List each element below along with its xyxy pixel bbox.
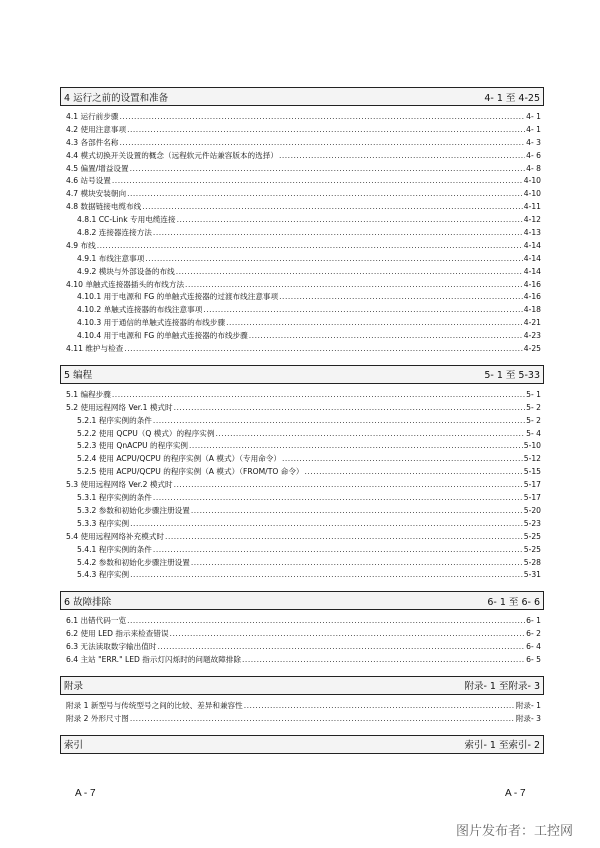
toc-entry-page: 4- 1	[526, 124, 541, 134]
dot-leader	[176, 266, 523, 279]
toc-entry[interactable]	[60, 188, 544, 201]
dot-leader	[119, 137, 525, 150]
toc-entry-page: 5-25	[523, 531, 541, 541]
dot-leader	[177, 214, 523, 227]
toc-entry[interactable]	[60, 531, 544, 544]
toc-entry-page: 4-11	[523, 202, 541, 212]
toc-entry-title: 4.9.1 布线注意事项	[77, 253, 145, 263]
toc-entry[interactable]	[60, 137, 544, 150]
dot-leader	[191, 505, 523, 518]
page-number-left: A - 7	[75, 788, 96, 799]
toc-entry-page: 6- 1	[526, 616, 541, 626]
toc-entry-page: 4-23	[523, 331, 541, 341]
section-title: 6 故障排除	[64, 596, 112, 608]
dot-leader	[130, 163, 526, 176]
toc-entry-title: 附录 2 外形尺寸图	[66, 713, 129, 723]
toc-entry[interactable]	[60, 700, 544, 713]
section-header[interactable]	[60, 365, 544, 384]
toc-entry-title: 4.1 运行前步骤	[66, 112, 119, 121]
section-title: 4 运行之前的设置和准备	[64, 92, 169, 104]
section-header[interactable]	[60, 591, 544, 610]
toc-entry-page: 5- 2	[526, 402, 541, 412]
dot-leader	[130, 569, 523, 582]
dot-leader	[282, 453, 523, 466]
toc-entry[interactable]	[60, 713, 544, 726]
toc-entry-title: 6.3 无法读取数字输出值时	[66, 642, 157, 652]
toc-entry[interactable]	[60, 124, 544, 137]
dot-leader	[97, 240, 523, 253]
toc-entry-title: 6.1 出错代码一览	[66, 616, 127, 626]
toc-entry[interactable]	[60, 466, 544, 479]
toc-entry-title: 4.10.2 单触式连接器的布线注意事项	[77, 305, 203, 315]
toc-entry-title: 6.2 使用 LED 指示来检查错误	[66, 629, 169, 639]
toc-entry-page: 5-31	[523, 570, 541, 580]
toc-entry[interactable]	[60, 150, 544, 163]
toc-entry-title: 4.9.2 模块与外部设备的布线	[77, 266, 175, 276]
toc-entry-title: 4.10 单触式连接器插头的布线方法	[66, 279, 185, 289]
toc-entry-title: 4.8.1 CC-Link 专用电缆连接	[77, 215, 176, 225]
toc-entry[interactable]	[60, 518, 544, 531]
toc-section	[60, 676, 544, 726]
dot-leader	[127, 124, 525, 137]
toc-entry-title: 4.8.2 连接器连接方法	[77, 228, 152, 238]
page-number-right: A - 7	[505, 788, 526, 799]
toc-entry[interactable]	[60, 330, 544, 343]
toc-entry[interactable]	[60, 253, 544, 266]
dot-leader	[170, 628, 526, 641]
toc-entry[interactable]	[60, 266, 544, 279]
toc-entry-title: 4.10.3 用于通信的单触式连接器的布线步骤	[77, 318, 226, 328]
toc-entry-page: 4-12	[523, 215, 541, 225]
toc-entry-title: 4.8 数据链接电缆布线	[66, 202, 142, 212]
toc-entry-list	[60, 106, 544, 356]
toc-entry[interactable]	[60, 201, 544, 214]
toc-entry[interactable]	[60, 654, 544, 667]
dot-leader	[127, 188, 523, 201]
dot-leader	[226, 317, 523, 330]
toc-entry-page: 4-16	[523, 292, 541, 302]
dot-leader	[185, 279, 523, 292]
toc-entry-title: 5.2.4 使用 ACPU/QCPU 的程序实例（A 模式）（专用命令）	[77, 454, 281, 464]
section-page-range: 4- 1 至 4-25	[484, 92, 540, 104]
dot-leader	[216, 428, 526, 441]
toc-entry-page: 4-21	[523, 318, 541, 328]
toc-entry-page: 5- 2	[526, 415, 541, 425]
toc-entry[interactable]	[60, 402, 544, 415]
toc-entry-title: 5.4.1 程序实例的条件	[77, 544, 152, 554]
toc-entry-list	[60, 384, 544, 582]
toc-entry[interactable]	[60, 615, 544, 628]
section-title: 索引	[64, 740, 84, 752]
toc-entry-page: 6- 5	[526, 654, 541, 664]
toc-entry-title: 5.4 使用远程网络补充模式时	[66, 531, 165, 541]
dot-leader	[249, 330, 523, 343]
toc-entry-list	[60, 610, 544, 667]
toc-entry-title: 4.9 布线	[66, 240, 96, 250]
toc-entry-page: 4-10	[523, 176, 541, 186]
dot-leader	[112, 389, 525, 402]
toc-entry[interactable]	[60, 343, 544, 356]
section-title: 5 编程	[64, 370, 93, 382]
toc-entry[interactable]	[60, 453, 544, 466]
toc-section	[60, 87, 544, 356]
toc-entry-title: 4.4 模式切换开关设置的概念（远程软元件站兼容版本的选择）	[66, 150, 278, 160]
toc-entry-page: 4- 1	[526, 112, 541, 121]
toc-entry-page: 5-15	[523, 467, 541, 477]
dot-leader	[174, 402, 526, 415]
dot-leader	[130, 518, 523, 531]
dot-leader	[242, 654, 525, 667]
dot-leader	[279, 150, 525, 163]
dot-leader	[112, 175, 523, 188]
toc-entry-page: 5-12	[523, 454, 541, 464]
toc-entry-page: 附录- 1	[515, 700, 541, 710]
toc-entry[interactable]	[60, 389, 544, 402]
toc-entry-title: 5.2.3 使用 QnACPU 的程序实例	[77, 441, 189, 451]
table-of-contents	[60, 87, 544, 763]
toc-entry-page: 4-16	[523, 279, 541, 289]
toc-entry-title: 5.2 使用远程网络 Ver.1 模式时	[66, 402, 173, 412]
toc-entry-title: 6.4 主站 "ERR." LED 指示灯闪烁时的问题故障排除	[66, 654, 241, 664]
toc-entry-page: 6- 4	[526, 642, 541, 652]
dot-leader	[153, 544, 523, 557]
section-header[interactable]	[60, 676, 544, 695]
dot-leader	[189, 440, 523, 453]
toc-entry-title: 4.7 模块安装朝向	[66, 189, 127, 199]
toc-entry[interactable]	[60, 641, 544, 654]
toc-entry-title: 4.10.4 用于电源和 FG 的单触式连接器的布线步骤	[77, 331, 248, 341]
dot-leader	[305, 466, 523, 479]
dot-leader	[130, 713, 515, 726]
dot-leader	[191, 557, 523, 570]
toc-entry[interactable]	[60, 111, 544, 124]
toc-entry-list	[60, 695, 544, 726]
dot-leader	[203, 304, 522, 317]
toc-entry[interactable]	[60, 544, 544, 557]
section-title: 附录	[64, 681, 84, 693]
toc-section	[60, 735, 544, 754]
dot-leader	[157, 641, 525, 654]
toc-entry-title: 4.11 维护与检查	[66, 344, 124, 354]
toc-entry[interactable]	[60, 291, 544, 304]
toc-entry-page: 4-14	[523, 266, 541, 276]
toc-entry-page: 5-17	[523, 480, 541, 490]
toc-entry[interactable]	[60, 175, 544, 188]
section-page-range: 附录- 1 至附录- 3	[464, 681, 540, 693]
toc-entry-title: 5.3 使用远程网络 Ver.2 模式时	[66, 480, 173, 490]
toc-entry-title: 5.2.2 使用 QCPU（Q 模式）的程序实例	[77, 428, 215, 438]
toc-entry-page: 4- 6	[526, 150, 541, 160]
toc-entry-title: 附录 1 新型号与传统型号之间的比较、差异和兼容性	[66, 700, 243, 710]
dot-leader	[153, 415, 525, 428]
toc-entry-title: 4.3 各部件名称	[66, 137, 119, 147]
dot-leader	[145, 253, 522, 266]
toc-entry-title: 5.3.2 参数和初始化步骤注册设置	[77, 505, 190, 515]
toc-entry[interactable]	[60, 492, 544, 505]
dot-leader	[153, 227, 523, 240]
dot-leader	[165, 531, 523, 544]
section-page-range: 5- 1 至 5-33	[484, 370, 540, 382]
toc-entry[interactable]	[60, 240, 544, 253]
dot-leader	[153, 492, 523, 505]
toc-entry-title: 5.3.1 程序实例的条件	[77, 493, 152, 503]
toc-section	[60, 365, 544, 582]
toc-entry-title: 4.10.1 用于电源和 FG 的单触式连接器的过渡布线注意事项	[77, 292, 279, 302]
dot-leader	[279, 291, 523, 304]
toc-entry[interactable]	[60, 214, 544, 227]
toc-entry[interactable]	[60, 479, 544, 492]
dot-leader	[119, 111, 525, 124]
toc-entry[interactable]	[60, 628, 544, 641]
toc-entry-page: 4-10	[523, 189, 541, 199]
toc-entry-title: 4.5 偏置/增益设置	[66, 163, 129, 173]
toc-entry-page: 5-20	[523, 505, 541, 515]
toc-entry-page: 4-18	[523, 305, 541, 315]
dot-leader	[142, 201, 523, 214]
toc-entry-page: 6- 2	[526, 629, 541, 639]
toc-entry[interactable]	[60, 440, 544, 453]
toc-entry-page: 4-13	[523, 228, 541, 238]
publisher-watermark: 图片发布者：工控网	[456, 824, 574, 839]
section-header[interactable]	[60, 735, 544, 754]
toc-entry-page: 5-28	[523, 557, 541, 567]
toc-entry-page: 4-25	[523, 344, 541, 354]
section-page-range: 索引- 1 至索引- 2	[464, 740, 540, 752]
toc-entry-title: 5.1 编程步骤	[66, 389, 111, 399]
toc-entry-page: 4-14	[523, 253, 541, 263]
toc-section	[60, 591, 544, 667]
section-header[interactable]	[60, 87, 544, 106]
toc-entry-page: 5-17	[523, 493, 541, 503]
dot-leader	[127, 615, 525, 628]
toc-entry-title: 4.6 站号设置	[66, 176, 111, 186]
dot-leader	[174, 479, 523, 492]
toc-entry[interactable]	[60, 415, 544, 428]
toc-entry-title: 5.3.3 程序实例	[77, 518, 130, 528]
toc-entry[interactable]	[60, 569, 544, 582]
toc-entry-page: 5-10	[523, 441, 541, 451]
toc-entry-page: 4-14	[523, 240, 541, 250]
toc-entry-title: 5.4.3 程序实例	[77, 570, 130, 580]
toc-entry-title: 4.2 使用注意事项	[66, 124, 127, 134]
toc-entry[interactable]	[60, 227, 544, 240]
toc-entry-title: 5.4.2 参数和初始化步骤注册设置	[77, 557, 190, 567]
toc-entry-page: 5- 4	[526, 428, 541, 438]
toc-entry-page: 5- 1	[526, 389, 541, 399]
toc-entry-page: 4- 8	[526, 163, 541, 173]
toc-entry[interactable]	[60, 557, 544, 570]
toc-entry-page: 5-23	[523, 518, 541, 528]
toc-entry[interactable]	[60, 304, 544, 317]
toc-entry-page: 4- 3	[526, 137, 541, 147]
toc-entry-page: 附录- 3	[515, 713, 541, 723]
toc-entry[interactable]	[60, 505, 544, 518]
toc-entry[interactable]	[60, 317, 544, 330]
toc-entry[interactable]	[60, 163, 544, 176]
dot-leader	[124, 343, 522, 356]
toc-entry-page: 5-25	[523, 544, 541, 554]
section-page-range: 6- 1 至 6- 6	[487, 596, 540, 608]
toc-entry-title: 5.2.1 程序实例的条件	[77, 415, 152, 425]
toc-entry[interactable]	[60, 428, 544, 441]
dot-leader	[244, 700, 515, 713]
toc-entry[interactable]	[60, 279, 544, 292]
toc-entry-title: 5.2.5 使用 ACPU/QCPU 的程序实例（A 模式）（FROM/TO 命令）	[77, 467, 304, 477]
